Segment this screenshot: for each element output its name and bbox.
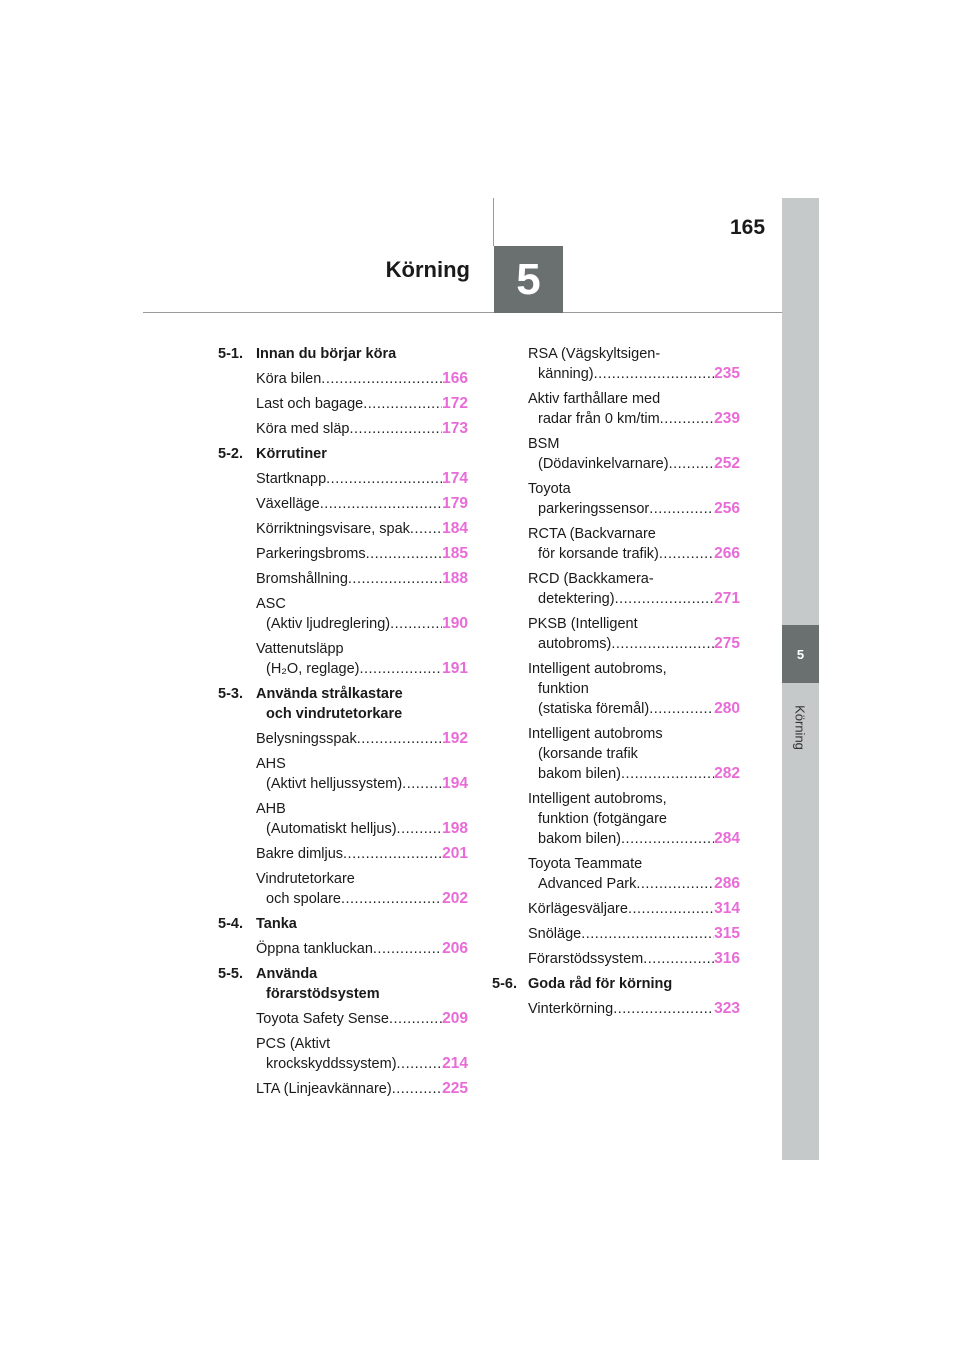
section-title-line: Körrutiner [256, 446, 327, 462]
entry-leader-line [528, 829, 740, 849]
entry-leader-line [256, 659, 468, 679]
dot-leader [343, 844, 442, 864]
entry-title-line: funktion (fotgängare [538, 811, 667, 827]
dot-leader [389, 1009, 442, 1029]
page-link[interactable]: 252 [714, 455, 740, 472]
entry-leader-line [528, 899, 740, 919]
entry-title-line: RCD (Backkamera- [528, 571, 654, 587]
entry-title-text: för korsande trafik) [538, 546, 659, 562]
dot-leader [581, 924, 714, 944]
page-link[interactable]: 190 [442, 615, 468, 632]
page-link[interactable]: 284 [714, 830, 740, 847]
entry-title-line: Toyota [528, 481, 571, 497]
entry-title-text: Förarstödssystem [528, 951, 644, 967]
toc-entry[interactable] [492, 724, 740, 784]
toc-entry[interactable] [218, 1034, 468, 1074]
page-link[interactable]: 235 [714, 365, 740, 382]
toc-entry[interactable] [492, 344, 740, 384]
dot-leader [320, 494, 442, 514]
toc-entry[interactable] [492, 524, 740, 564]
dot-leader [649, 699, 714, 719]
entry-leader-line [256, 1054, 468, 1074]
dot-leader [392, 1079, 442, 1099]
entry-leader-line [528, 874, 740, 894]
entry-title-text: Bromshållning [256, 571, 348, 587]
toc-entry[interactable] [218, 754, 468, 794]
section-number: 5-2. [218, 446, 243, 462]
dot-leader [326, 469, 442, 489]
toc-section-heading [492, 974, 740, 994]
toc-entry[interactable] [492, 789, 740, 849]
page-link[interactable]: 198 [442, 820, 468, 837]
entry-title-text: parkeringssensor [538, 501, 650, 517]
entry-leader-line [256, 774, 468, 794]
dot-leader [649, 499, 714, 519]
entry-title-text: känning) [538, 366, 594, 382]
entry-title-text: radar från 0 km/tim [538, 411, 660, 427]
entry-title-line: (korsande trafik [538, 746, 638, 762]
page-link[interactable]: 188 [442, 570, 468, 587]
toc-entry[interactable] [492, 569, 740, 609]
dot-leader [350, 419, 443, 439]
entry-leader-line [256, 569, 468, 589]
entry-leader-line [528, 999, 740, 1019]
toc-entry[interactable] [218, 594, 468, 634]
section-title-line: Använda strålkastare [256, 686, 403, 702]
entry-title-text: bakom bilen) [538, 831, 622, 847]
page-link[interactable]: 174 [442, 470, 468, 487]
sidebar-chapter-label: Körning [792, 705, 808, 750]
toc-section-heading [218, 914, 468, 934]
header-divider-vertical [493, 198, 494, 246]
entry-leader-line [256, 729, 468, 749]
entry-title-line: PKSB (Intelligent [528, 616, 638, 632]
dot-leader [613, 999, 714, 1019]
dot-leader [410, 519, 442, 539]
toc-entry[interactable] [218, 569, 468, 589]
entry-title-text: Köra med släp [256, 421, 350, 437]
entry-leader-line [256, 369, 468, 389]
page-link[interactable]: 271 [714, 590, 740, 607]
toc-entry[interactable] [218, 1009, 468, 1029]
toc-section-heading [218, 964, 468, 1004]
entry-title-text: Växelläge [256, 496, 320, 512]
entry-title-line: RCTA (Backvarnare [528, 526, 656, 542]
section-title-line: och vindrutetorkare [266, 706, 403, 722]
entry-title-text: krockskyddssystem) [266, 1056, 397, 1072]
page-link[interactable]: 314 [714, 900, 740, 917]
entry-leader-line [256, 419, 468, 439]
page-link[interactable]: 173 [442, 420, 468, 437]
dot-leader [669, 454, 715, 474]
dot-leader [636, 874, 714, 894]
entry-title-text: Köra bilen [256, 371, 322, 387]
dot-leader [611, 634, 714, 654]
entry-leader-line [528, 699, 740, 719]
entry-title-text: (Aktiv ljudreglering) [266, 616, 391, 632]
page-link[interactable]: 275 [714, 635, 740, 652]
page-link[interactable]: 192 [442, 730, 468, 747]
dot-leader [660, 409, 714, 429]
dot-leader [366, 544, 443, 564]
page-link[interactable]: 214 [442, 1055, 468, 1072]
entry-title-text: Startknapp [256, 471, 327, 487]
entry-leader-line [256, 614, 468, 634]
entry-title-text: Öppna tankluckan [256, 941, 373, 957]
toc-entry[interactable] [492, 854, 740, 894]
entry-title-text: Last och bagage [256, 396, 364, 412]
section-number: 5-5. [218, 966, 243, 982]
page-link[interactable]: 172 [442, 395, 468, 412]
toc-section-heading [218, 344, 468, 364]
page-link[interactable]: 225 [442, 1080, 468, 1097]
toc-entry[interactable] [218, 369, 468, 389]
entry-leader-line [528, 499, 740, 519]
page-link[interactable]: 166 [442, 370, 468, 387]
toc-entry[interactable] [218, 494, 468, 514]
entry-title-text: Belysningsspak [256, 731, 357, 747]
dot-leader [397, 1054, 443, 1074]
entry-title-line: AHB [256, 801, 286, 817]
entry-leader-line [256, 1009, 468, 1029]
section-title-line: Använda [256, 966, 318, 982]
entry-title-text: Körriktningsvisare, spak [256, 521, 410, 537]
entry-title-text: Vinterkörning [528, 1001, 614, 1017]
dot-leader [621, 829, 714, 849]
toc-section-heading [218, 684, 468, 724]
toc-entry[interactable] [218, 519, 468, 539]
entry-leader-line [256, 939, 468, 959]
dot-leader [348, 569, 442, 589]
entry-title-line: BSM [528, 436, 560, 452]
toc-entry[interactable] [218, 1079, 468, 1099]
entry-title-line: ASC [256, 596, 286, 612]
entry-title-line: Intelligent autobroms, [528, 791, 667, 807]
entry-title-text: Bakre dimljus [256, 846, 344, 862]
page-link[interactable]: 286 [714, 875, 740, 892]
entry-title-text: (Aktivt helljussystem) [266, 776, 403, 792]
entry-leader-line [528, 924, 740, 944]
page-link[interactable]: 315 [714, 925, 740, 942]
entry-title-text: Advanced Park [538, 876, 637, 892]
page-link[interactable]: 256 [714, 500, 740, 517]
dot-leader [341, 889, 442, 909]
page-link[interactable]: 209 [442, 1010, 468, 1027]
entry-leader-line [528, 544, 740, 564]
toc-entry[interactable] [218, 844, 468, 864]
toc-entry[interactable] [492, 899, 740, 919]
page-link[interactable]: 191 [442, 660, 468, 677]
section-title-line: förarstödsystem [266, 986, 380, 1002]
toc-entry[interactable] [218, 939, 468, 959]
entry-title-line: funktion [538, 681, 589, 697]
entry-title-text: detektering) [538, 591, 615, 607]
dot-leader [621, 764, 714, 784]
entry-title-text: LTA (Linjeavkännare) [256, 1081, 392, 1097]
toc-entry[interactable] [218, 729, 468, 749]
dot-leader [397, 819, 443, 839]
toc-column-right [492, 344, 740, 1024]
dot-leader [321, 369, 442, 389]
toc-entry[interactable] [492, 479, 740, 519]
entry-leader-line [256, 889, 468, 909]
toc-section-heading [218, 444, 468, 464]
toc-entry[interactable] [492, 614, 740, 654]
toc-entry[interactable] [218, 639, 468, 679]
dot-leader [643, 949, 714, 969]
chapter-title: Körning [385, 257, 470, 282]
toc-entry[interactable] [492, 389, 740, 429]
section-title-line: Tanka [256, 916, 297, 932]
page-link[interactable]: 201 [442, 845, 468, 862]
page-link[interactable]: 184 [442, 520, 468, 537]
section-number: 5-3. [218, 686, 243, 702]
entry-title-line: PCS (Aktivt [256, 1036, 331, 1052]
toc-entry[interactable] [218, 869, 468, 909]
header-divider-horizontal [143, 312, 782, 313]
toc-entry[interactable] [492, 659, 740, 719]
page-link[interactable]: 282 [714, 765, 740, 782]
section-title-line: Goda råd för körning [528, 976, 673, 992]
entry-leader-line [256, 394, 468, 414]
entry-title-line: AHS [256, 756, 286, 772]
entry-title-text: (Automatiskt helljus) [266, 821, 397, 837]
entry-title-text: Körlägesväljare [528, 901, 628, 917]
dot-leader [373, 939, 442, 959]
dot-leader [359, 659, 442, 679]
dot-leader [659, 544, 714, 564]
toc-entry[interactable] [492, 434, 740, 474]
entry-title-text: (H₂O, reglage) [266, 661, 360, 677]
toc-entry[interactable] [492, 949, 740, 969]
dot-leader [402, 774, 442, 794]
entry-leader-line [528, 949, 740, 969]
toc-entry[interactable] [492, 999, 740, 1019]
page-link[interactable]: 185 [442, 545, 468, 562]
entry-title-line: Vindrutetorkare [256, 871, 355, 887]
entry-title-text: Toyota Safety Sense [256, 1011, 389, 1027]
entry-leader-line [256, 469, 468, 489]
entry-leader-line [528, 764, 740, 784]
dot-leader [357, 729, 442, 749]
dot-leader [615, 589, 715, 609]
page-link[interactable]: 206 [442, 940, 468, 957]
page-link[interactable]: 179 [442, 495, 468, 512]
page-link[interactable]: 239 [714, 410, 740, 427]
entry-title-text: Parkeringsbroms [256, 546, 366, 562]
entry-title-text: och spolare [266, 891, 341, 907]
entry-title-text: autobroms) [538, 636, 612, 652]
entry-title-line: Vattenutsläpp [256, 641, 344, 657]
page-link[interactable]: 316 [714, 950, 740, 967]
entry-title-line: Aktiv farthållare med [528, 391, 661, 407]
toc-column-left [218, 344, 468, 1104]
page-link[interactable]: 323 [714, 1000, 740, 1017]
entry-title-text: bakom bilen) [538, 766, 622, 782]
entry-title-line: RSA (Vägskyltsigen- [528, 346, 661, 362]
sidebar-chapter-tab[interactable]: 5 [782, 625, 819, 683]
dot-leader [390, 614, 442, 634]
toc-entry[interactable] [218, 469, 468, 489]
page-link[interactable]: 194 [442, 775, 468, 792]
section-title-line: Innan du börjar köra [256, 346, 397, 362]
entry-leader-line [528, 634, 740, 654]
entry-title-text: (Dödavinkelvarnare) [538, 456, 669, 472]
entry-leader-line [528, 364, 740, 384]
section-number: 5-4. [218, 916, 243, 932]
toc-entry[interactable] [218, 799, 468, 839]
chapter-number-box: 5 [494, 246, 563, 313]
entry-leader-line [528, 409, 740, 429]
entry-leader-line [256, 544, 468, 564]
page-link[interactable]: 266 [714, 545, 740, 562]
entry-title-line: Intelligent autobroms [528, 726, 663, 742]
toc-entry[interactable] [218, 394, 468, 414]
entry-title-line: Toyota Teammate [528, 856, 643, 872]
entry-title-text: Snöläge [528, 926, 582, 942]
entry-title-text: (statiska föremål) [538, 701, 650, 717]
page-link[interactable]: 280 [714, 700, 740, 717]
dot-leader [628, 899, 714, 919]
entry-leader-line [256, 1079, 468, 1099]
entry-leader-line [528, 589, 740, 609]
entry-leader-line [528, 454, 740, 474]
section-number: 5-1. [218, 346, 243, 362]
entry-leader-line [256, 494, 468, 514]
dot-leader [363, 394, 442, 414]
toc-entry[interactable] [218, 419, 468, 439]
entry-leader-line [256, 519, 468, 539]
section-number: 5-6. [492, 976, 517, 992]
toc-entry[interactable] [492, 924, 740, 944]
page-link[interactable]: 202 [442, 890, 468, 907]
entry-title-line: Intelligent autobroms, [528, 661, 667, 677]
entry-leader-line [256, 819, 468, 839]
dot-leader [594, 364, 715, 384]
page-number: 165 [730, 216, 766, 239]
entry-leader-line [256, 844, 468, 864]
toc-entry[interactable] [218, 544, 468, 564]
